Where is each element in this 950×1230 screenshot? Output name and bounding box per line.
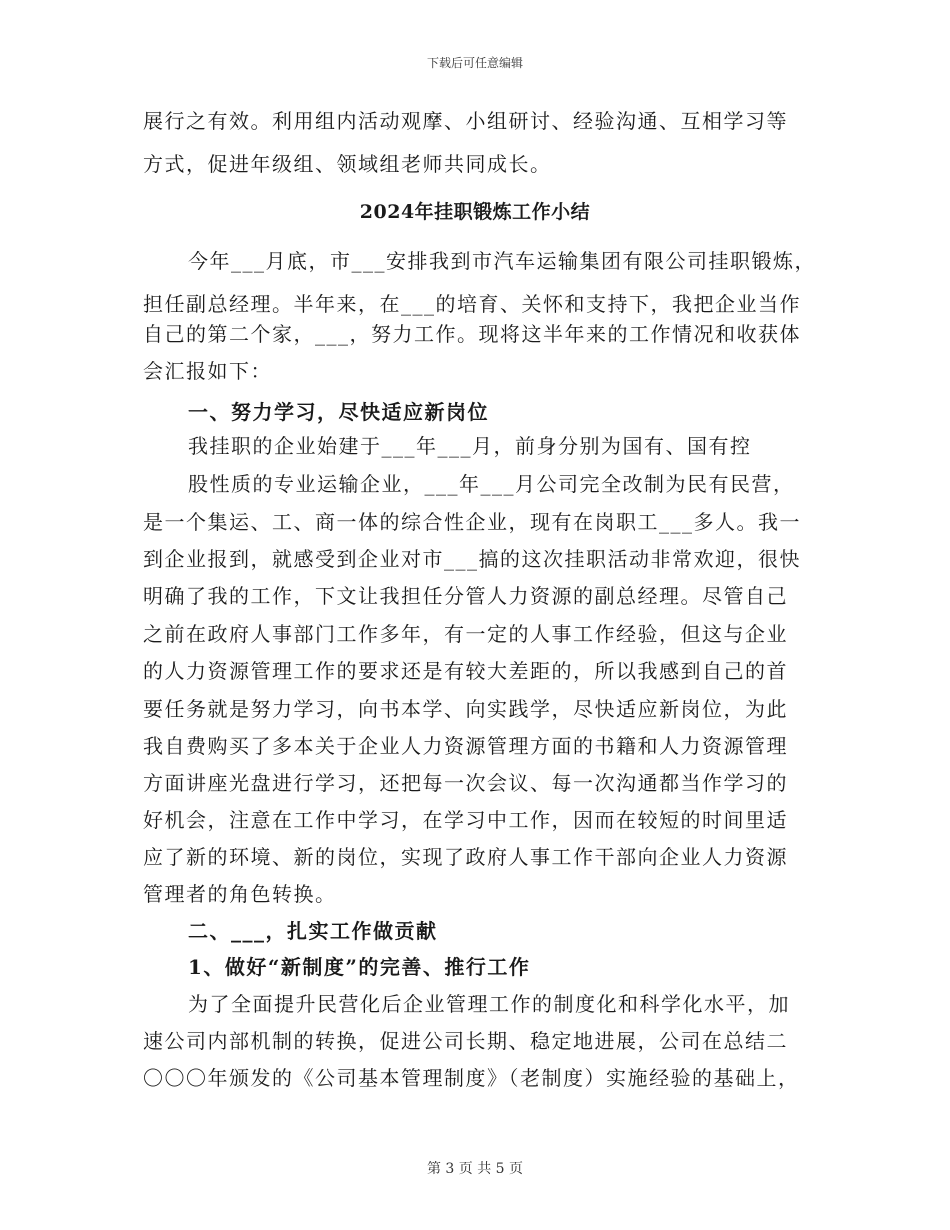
section-title: 2024年挂职锻炼工作小结 (359, 201, 591, 223)
body-line: 方面讲座光盘进行学习，还把每一次会议、每一次沟通都当作学习的 (143, 771, 788, 795)
body-line: 管理者的角色转换。 (143, 882, 337, 906)
body-line: 速公司内部机制的转换，促进公司长期、稳定地进展，公司在总结二 (143, 1029, 788, 1053)
body-line: 要任务就是努力学习，向书本学、向实践学，尽快适应新岗位，为此 (143, 697, 788, 721)
body-line: 展行之有效。利用组内活动观摩、小组研讨、经验沟通、互相学习等 (143, 109, 788, 133)
page-footer-number: 第 3 页 共 5 页 (426, 1161, 524, 1177)
body-line: 明确了我的工作，下文让我担任分管人力资源的副总经理。尽管自己 (143, 584, 788, 608)
body-line: 好机会，注意在工作中学习，在学习中工作，因而在较短的时间里适 (143, 808, 788, 832)
body-line: 我自费购买了多本关于企业人力资源管理方面的书籍和人力资源管理 (143, 734, 788, 758)
body-line: 方式，促进年级组、领域组老师共同成长。 (143, 152, 552, 176)
subheading: 1、做好“新制度”的完善、推行工作 (188, 955, 531, 979)
body-line: 自己的第二个家，___，努力工作。现将这半年来的工作情况和收获体 (143, 322, 801, 346)
body-line: 为了全面提升民营化后企业管理工作的制度化和科学化水平，加 (188, 992, 790, 1016)
subheading: 一、努力学习，尽快适应新岗位 (188, 400, 489, 424)
body-line: 之前在政府人事部门工作多年，有一定的人事工作经验，但这与企业 (143, 622, 788, 646)
body-line: 的人力资源管理工作的要求还是有较大差距的，所以我感到自己的首 (143, 659, 788, 683)
body-line: 今年___月底，市___安排我到市汽车运输集团有限公司挂职锻炼， (188, 249, 816, 273)
subheading: 二、___，扎实工作做贡献 (188, 919, 438, 943)
body-line: 是一个集运、工、商一体的综合性企业，现有在岗职工___多人。我一 (143, 510, 801, 534)
body-line: 到企业报到，就感受到企业对市___搞的这次挂职活动非常欢迎，很快 (143, 547, 801, 571)
body-line: 股性质的专业运输企业，___年___月公司完全改制为民有民营， (188, 472, 795, 496)
page-header-note: 下载后可任意编辑 (426, 56, 523, 70)
body-line: 应了新的环境、新的岗位，实现了政府人事工作干部向企业人力资源 (143, 845, 788, 869)
body-line: 〇〇〇年颁发的《公司基本管理制度》（老制度）实施经验的基础上， (143, 1066, 800, 1090)
body-line: 担任副总经理。半年来，在___的培育、关怀和支持下，我把企业当作 (143, 292, 801, 316)
body-line: 我挂职的企业始建于___年___月，前身分别为国有、国有控 (188, 434, 752, 458)
body-line: 会汇报如下： (143, 359, 272, 383)
